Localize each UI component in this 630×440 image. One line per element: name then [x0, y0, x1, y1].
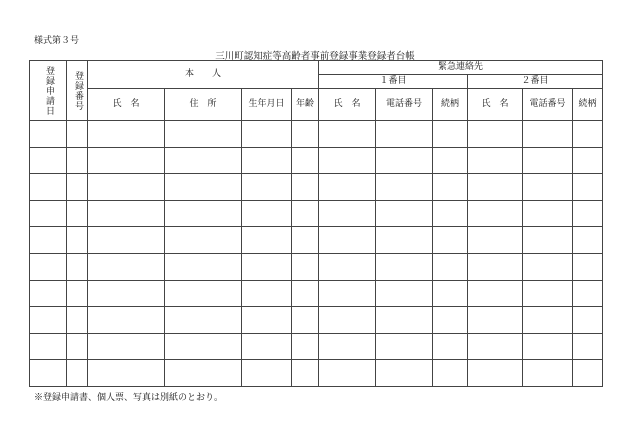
header-contact1-name: 氏 名	[319, 89, 376, 121]
table-cell[interactable]	[376, 147, 433, 174]
footnote: ※登録申請書、個人票、写真は別紙のとおり。	[34, 393, 224, 403]
table-cell[interactable]	[376, 121, 433, 148]
table-cell[interactable]	[376, 200, 433, 227]
table-cell[interactable]	[523, 121, 573, 148]
header-registration-date: 登録申請日	[30, 61, 67, 121]
header-age: 年齢	[292, 89, 319, 121]
table-cell[interactable]	[88, 253, 165, 280]
table-cell[interactable]	[573, 333, 603, 360]
table-cell[interactable]	[376, 227, 433, 254]
table-cell[interactable]	[523, 360, 573, 387]
table-cell[interactable]	[433, 307, 468, 334]
table-cell[interactable]	[433, 147, 468, 174]
table-cell[interactable]	[88, 280, 165, 307]
table-cell[interactable]	[573, 280, 603, 307]
table-cell[interactable]	[242, 174, 292, 201]
table-cell[interactable]	[523, 147, 573, 174]
table-cell[interactable]	[292, 200, 319, 227]
table-cell[interactable]	[292, 227, 319, 254]
table-cell[interactable]	[88, 227, 165, 254]
table-cell[interactable]	[319, 174, 376, 201]
table-cell[interactable]	[67, 280, 88, 307]
table-cell[interactable]	[292, 147, 319, 174]
table-cell[interactable]	[88, 360, 165, 387]
table-cell[interactable]	[67, 333, 88, 360]
table-row	[30, 280, 603, 307]
table-cell[interactable]	[573, 360, 603, 387]
table-cell[interactable]	[523, 174, 573, 201]
table-cell[interactable]	[468, 253, 523, 280]
table-cell[interactable]	[30, 360, 67, 387]
table-cell[interactable]	[523, 200, 573, 227]
table-cell[interactable]	[468, 333, 523, 360]
table-cell[interactable]	[165, 200, 242, 227]
table-header	[30, 61, 603, 121]
table-cell[interactable]	[242, 360, 292, 387]
table-cell[interactable]	[319, 307, 376, 334]
header-first-contact: １番目	[319, 75, 468, 89]
table-cell[interactable]	[433, 227, 468, 254]
header-second-contact: ２番目	[468, 75, 603, 89]
table-cell[interactable]	[523, 307, 573, 334]
table-cell[interactable]	[67, 227, 88, 254]
table-cell[interactable]	[376, 174, 433, 201]
table-cell[interactable]	[242, 307, 292, 334]
table-cell[interactable]	[292, 307, 319, 334]
table-cell[interactable]	[433, 121, 468, 148]
table-body	[30, 121, 603, 387]
table-cell[interactable]	[523, 253, 573, 280]
table-cell[interactable]	[319, 333, 376, 360]
table-cell[interactable]	[319, 121, 376, 148]
table-cell[interactable]	[573, 174, 603, 201]
table-cell[interactable]	[433, 360, 468, 387]
table-cell[interactable]	[319, 200, 376, 227]
table-cell[interactable]	[468, 147, 523, 174]
table-cell[interactable]	[30, 121, 67, 148]
registry-table	[29, 60, 603, 387]
table-cell[interactable]	[88, 147, 165, 174]
header-birth-date: 生年月日	[242, 89, 292, 121]
table-cell[interactable]	[30, 280, 67, 307]
table-cell[interactable]	[573, 147, 603, 174]
table-cell[interactable]	[165, 174, 242, 201]
table-cell[interactable]	[242, 147, 292, 174]
table-cell[interactable]	[468, 227, 523, 254]
table-cell[interactable]	[242, 333, 292, 360]
table-cell[interactable]	[376, 280, 433, 307]
table-cell[interactable]	[242, 227, 292, 254]
table-cell[interactable]	[165, 227, 242, 254]
table-cell[interactable]	[376, 333, 433, 360]
table-cell[interactable]	[433, 200, 468, 227]
header-person: 本 人	[88, 61, 319, 89]
table-row	[30, 200, 603, 227]
header-contact2-phone: 電話番号	[523, 89, 573, 121]
table-cell[interactable]	[468, 307, 523, 334]
table-cell[interactable]	[376, 307, 433, 334]
table-cell[interactable]	[433, 333, 468, 360]
table-cell[interactable]	[67, 147, 88, 174]
table-row	[30, 227, 603, 254]
header-contact1-relationship: 続柄	[433, 89, 468, 121]
table-cell[interactable]	[292, 333, 319, 360]
table-cell[interactable]	[376, 253, 433, 280]
table-cell[interactable]	[573, 307, 603, 334]
table-cell[interactable]	[165, 147, 242, 174]
table-cell[interactable]	[573, 121, 603, 148]
table-cell[interactable]	[319, 280, 376, 307]
table-cell[interactable]	[88, 121, 165, 148]
table-cell[interactable]	[30, 147, 67, 174]
table-cell[interactable]	[292, 174, 319, 201]
table-row	[30, 360, 603, 387]
table-cell[interactable]	[319, 253, 376, 280]
table-cell[interactable]	[88, 200, 165, 227]
header-registration-number: 登録番号	[67, 61, 88, 121]
table-row	[30, 147, 603, 174]
table-cell[interactable]	[67, 360, 88, 387]
table-cell[interactable]	[88, 307, 165, 334]
table-cell[interactable]	[67, 253, 88, 280]
table-cell[interactable]	[165, 121, 242, 148]
table-cell[interactable]	[165, 333, 242, 360]
table-cell[interactable]	[242, 121, 292, 148]
table-cell[interactable]	[165, 253, 242, 280]
table-cell[interactable]	[573, 227, 603, 254]
table-cell[interactable]	[67, 200, 88, 227]
table-cell[interactable]	[573, 253, 603, 280]
table-cell[interactable]	[67, 121, 88, 148]
table-cell[interactable]	[292, 360, 319, 387]
table-cell[interactable]	[292, 280, 319, 307]
table-cell[interactable]	[88, 333, 165, 360]
table-cell[interactable]	[292, 121, 319, 148]
header-address: 住 所	[165, 89, 242, 121]
table-row	[30, 333, 603, 360]
form-number: 様式第３号	[34, 36, 80, 46]
table-row	[30, 121, 603, 148]
table-cell[interactable]	[433, 253, 468, 280]
table-cell[interactable]	[242, 200, 292, 227]
header-contact1-phone: 電話番号	[376, 89, 433, 121]
table-cell[interactable]	[319, 147, 376, 174]
header-name: 氏 名	[88, 89, 165, 121]
table-cell[interactable]	[30, 174, 67, 201]
table-cell[interactable]	[573, 200, 603, 227]
table-cell[interactable]	[523, 227, 573, 254]
table-cell[interactable]	[242, 253, 292, 280]
table-cell[interactable]	[30, 200, 67, 227]
table-cell[interactable]	[468, 121, 523, 148]
table-cell[interactable]	[468, 280, 523, 307]
table-cell[interactable]	[523, 333, 573, 360]
table-cell[interactable]	[242, 280, 292, 307]
table-row	[30, 174, 603, 201]
table-cell[interactable]	[468, 200, 523, 227]
table-cell[interactable]	[468, 174, 523, 201]
header-contact2-relationship: 続柄	[573, 89, 603, 121]
table-cell[interactable]	[165, 307, 242, 334]
table-cell[interactable]	[67, 174, 88, 201]
table-cell[interactable]	[30, 253, 67, 280]
header-contact2-name: 氏 名	[468, 89, 523, 121]
table-row	[30, 253, 603, 280]
table-cell[interactable]	[67, 307, 88, 334]
table-cell[interactable]	[319, 227, 376, 254]
table-cell[interactable]	[165, 360, 242, 387]
table-cell[interactable]	[30, 333, 67, 360]
table-cell[interactable]	[319, 360, 376, 387]
table-row	[30, 307, 603, 334]
document-title: 三川町認知症等高齢者事前登録事業登録者台帳	[215, 51, 415, 62]
table-cell[interactable]	[523, 280, 573, 307]
table-cell[interactable]	[292, 253, 319, 280]
table-cell[interactable]	[88, 174, 165, 201]
table-cell[interactable]	[165, 280, 242, 307]
table-cell[interactable]	[30, 227, 67, 254]
table-cell[interactable]	[30, 307, 67, 334]
table-cell[interactable]	[376, 360, 433, 387]
table-cell[interactable]	[433, 174, 468, 201]
header-emergency-contact: 緊急連絡先	[319, 61, 603, 75]
table-cell[interactable]	[468, 360, 523, 387]
table-cell[interactable]	[433, 280, 468, 307]
